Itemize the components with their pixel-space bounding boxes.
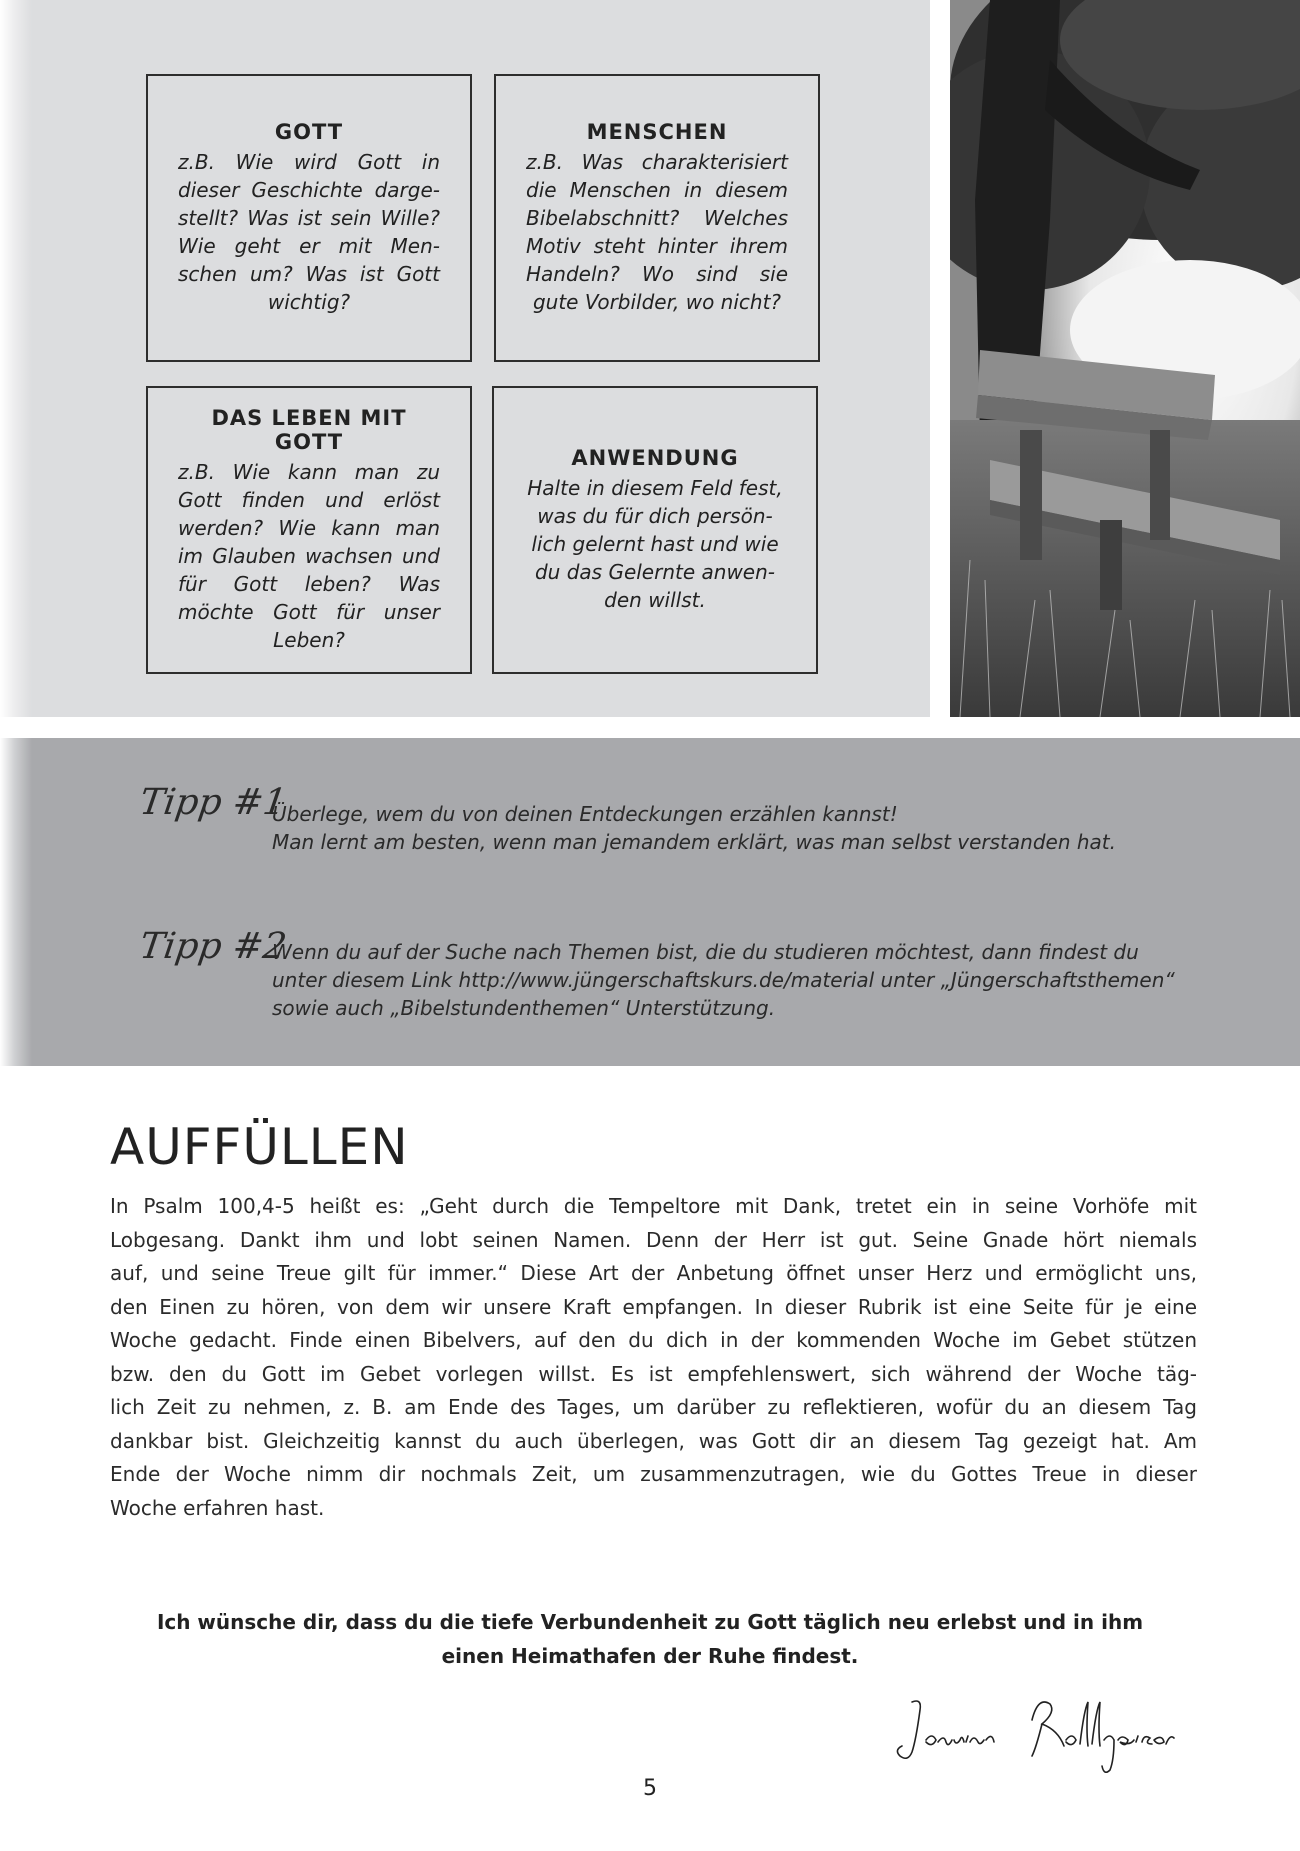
closing-statement [100, 1605, 1200, 1673]
body-line: Woche erfahren hast. [110, 1495, 325, 1520]
signature [882, 1690, 1202, 1780]
box-text: z.B. Was charakterisiert die Menschen in diesem Bibelabschnitt? Welches Motiv steht hinter ihrem Handeln? Wo sind sie gute Vorbilder, wo nicht? [526, 150, 788, 314]
tip-line: sowie auch „Bibelstundenthemen“ Unterstützung. [272, 996, 776, 1020]
page-number: 5 [643, 1776, 657, 1801]
tip-1-label: Tipp #1 [137, 782, 290, 823]
box-title: DAS LEBEN MIT GOTT [211, 406, 407, 454]
tip-1-text [272, 800, 1116, 856]
top-panel [0, 0, 930, 717]
tip-line: Wenn du auf der Suche nach Themen bist, die du studieren möchtest, dann findest du [272, 940, 1139, 964]
body-line: den Einen zu hören, von dem wir unsere Kraft empfangen. In dieser Rubrik ist eine Seite für je eine [110, 1294, 1197, 1319]
tips-panel [0, 738, 1300, 1066]
body-line: Woche gedacht. Finde einen Bibelvers, auf den du dich in der kommenden Woche im Gebet stützen [110, 1328, 1197, 1352]
body-line: bzw. den du Gott im Gebet vorlegen willst. Es ist empfehlenswert, sich während der Woche täg- [110, 1361, 1197, 1386]
box-title: MENSCHEN [586, 120, 728, 144]
tip-line: Überlege, wem du von deinen Entdeckungen erzählen kannst! [272, 802, 898, 826]
box-title: ANWENDUNG [571, 446, 739, 470]
body-line: Lobgesang. Dankt ihm und lobt seinen Namen. Denn der Herr ist gut. Seine Gnade hört niemals [110, 1227, 1197, 1252]
box-text: Halte in diesem Feld fest, was du für dich persönlich gelernt hast und wie du das Gelernte anwenden willst. [527, 476, 783, 612]
section-title: AUFFÜLLEN [110, 1118, 409, 1176]
tip-2-label: Tipp #2 [137, 926, 290, 967]
section-body [110, 1190, 1197, 1525]
body-line: lich Zeit zu nehmen, z. B. am Ende des Tages, um darüber zu reflektieren, wofür du an diesem Tag [110, 1395, 1197, 1419]
box-leben-mit-gott [146, 386, 472, 674]
box-gott [146, 74, 472, 362]
tip-line: Man lernt am besten, wenn man jemandem erklärt, was man selbst verstanden hat. [272, 830, 1116, 854]
box-text: z.B. Wie wird Gott in dieser Geschichte dargestellt? Was ist sein Wille? Wie geht er mit Menschen um? Was ist Gott wichtig? [178, 150, 440, 314]
body-line: auf, und seine Treue gilt für immer.“ Diese Art der Anbetung öffnet unser Herz und ermöglicht uns, [110, 1261, 1197, 1285]
body-line: dankbar bist. Gleichzeitig kannst du auch überlegen, was Gott dir an diesem Tag gezeigt hat. Am [110, 1428, 1197, 1453]
box-title: GOTT [274, 120, 344, 144]
body-line: Ende der Woche nimm dir nochmals Zeit, um zusammenzutragen, wie du Gottes Treue in dieser [110, 1462, 1197, 1486]
box-menschen [494, 74, 820, 362]
closing-line: einen Heimathafen der Ruhe findest. [441, 1644, 859, 1668]
box-anwendung [492, 386, 818, 674]
tip-line: unter diesem Link http://www.jüngerschaftskurs.de/material unter „Jüngerschaftsthemen“ [272, 968, 1175, 992]
bench-photo [950, 0, 1300, 717]
box-text: z.B. Wie kann man zu Gott finden und erlöst werden? Wie kann man im Glauben wachsen und für Gott leben? Was möchte Gott für unser Leben? [178, 460, 440, 652]
tip-2-text [272, 938, 1175, 1022]
body-line: In Psalm 100,4-5 heißt es: „Geht durch die Tempeltore mit Dank, tretet ein in seine Vorhöfe mit [110, 1194, 1197, 1218]
closing-line: Ich wünsche dir, dass du die tiefe Verbundenheit zu Gott täglich neu erlebst und in ihm [156, 1610, 1144, 1634]
